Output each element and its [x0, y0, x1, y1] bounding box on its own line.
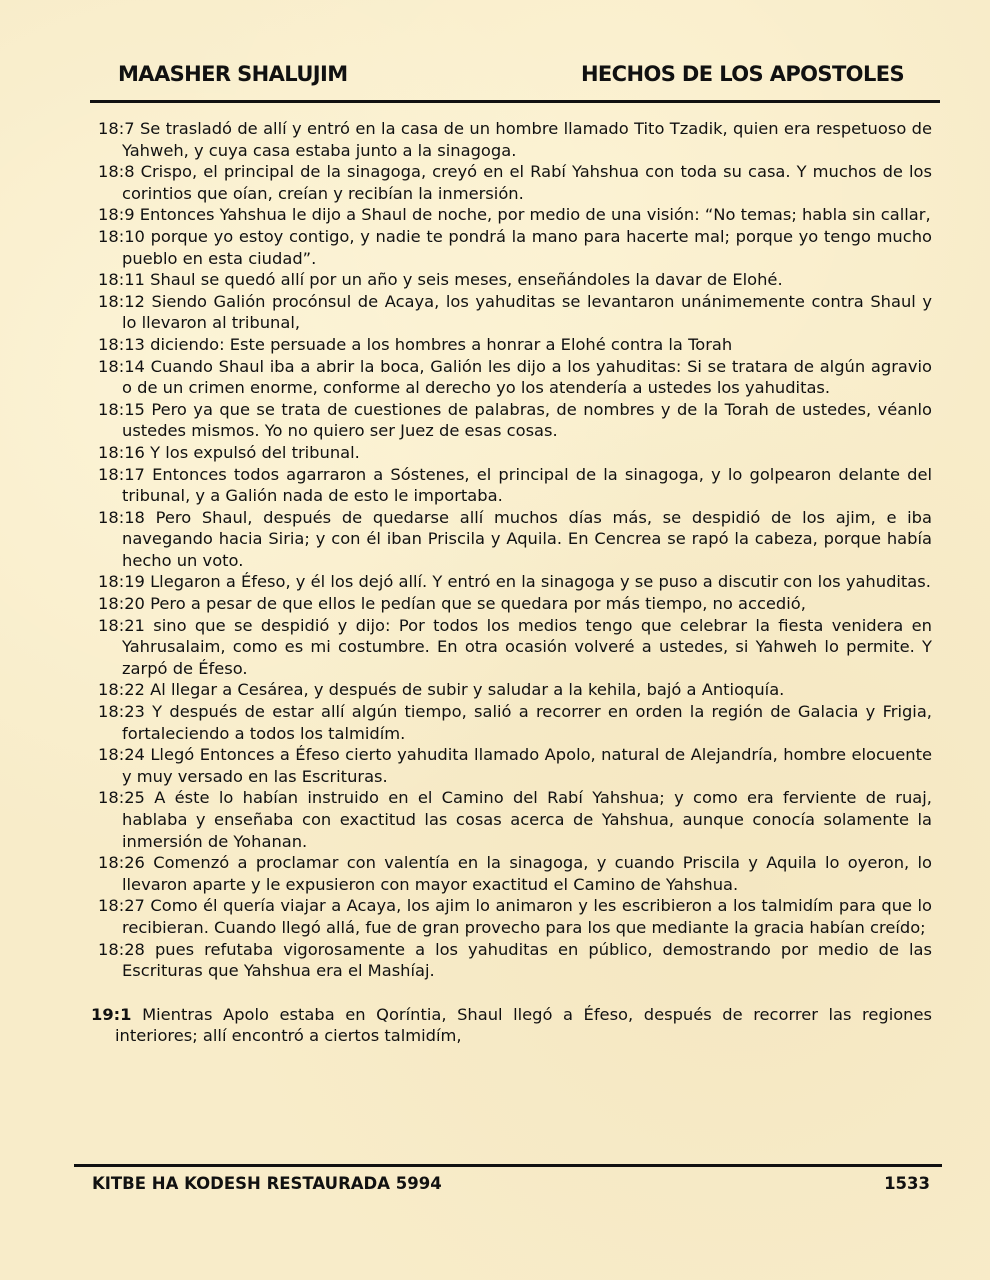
verse-ref: 18:26 — [98, 853, 145, 873]
verse-text: A éste lo habían instruido en el Camino del Rabí Yahshua; y como era ferviente de ruaj, hablaba y enseñaba con exactitud las cosas acerca de Yahshua, aunque conocía solamente la inmersión de Yohanan. — [122, 788, 932, 851]
verse-text: Entonces todos agarraron a Sóstenes, el principal de la sinagoga, y lo golpearon delante del tribunal, y a Galión nada de esto le importaba. — [122, 464, 932, 506]
verse — [98, 161, 932, 204]
verse-ref: 18:21 — [98, 615, 145, 635]
verse — [98, 269, 932, 291]
verse — [98, 939, 932, 982]
verse-ref: 18:11 — [98, 270, 145, 290]
verse-text: Entonces Yahshua le dijo a Shaul de noche, por medio de una visión: “No temas; habla sin callar, — [139, 205, 931, 225]
verse-text: pues refutaba vigorosamente a los yahuditas en público, demostrando por medio de las Escrituras que Yahshua era el Mashíaj. — [122, 939, 932, 981]
verse-ref: 18:28 — [98, 939, 145, 959]
verse — [98, 701, 932, 744]
verse-ref: 18:27 — [98, 896, 145, 916]
verse — [98, 442, 932, 464]
verse-ref: 18:25 — [98, 788, 145, 808]
verse-text: Cuando Shaul iba a abrir la boca, Galión les dijo a los yahuditas: Si se tratara de algún agravio o de un crimen enorme, conforme al derecho yo los atendería a ustedes los yahuditas. — [122, 356, 932, 398]
verse-text: diciendo: Este persuade a los hombres a honrar a Elohé contra la Torah — [150, 334, 733, 354]
verse-text: Se trasladó de allí y entró en la casa de un hombre llamado Tito Tzadik, quien era respetuoso de Yahweh, y cuya casa estaba junto a la sinagoga. — [122, 119, 932, 160]
section-spacer — [98, 982, 932, 1004]
verse-ref: 18:24 — [98, 745, 145, 765]
verse-ref: 18:19 — [98, 572, 145, 592]
verse-text: Y los expulsó del tribunal. — [150, 442, 360, 462]
verse-text: Llegó Entonces a Éfeso cierto yahudita llamado Apolo, natural de Alejandría, hombre elocuente y muy versado en las Escrituras. — [122, 745, 932, 786]
verse-ref: 18:22 — [98, 680, 145, 700]
verse-text: Mientras Apolo estaba en Qoríntia, Shaul llegó a Éfeso, después de recorrer las regiones interiores; allí encontró a ciertos talmidím, — [115, 1004, 932, 1046]
verse — [98, 679, 932, 701]
verse — [98, 118, 932, 161]
verse — [98, 291, 932, 334]
verse — [98, 852, 932, 895]
verse — [98, 226, 932, 269]
verse-ref: 18:16 — [98, 442, 145, 462]
verse-text: porque yo estoy contigo, y nadie te pondrá la mano para hacerte mal; porque yo tengo mucho pueblo en esta ciudad”. — [122, 226, 932, 268]
verse — [98, 571, 932, 593]
verse-ref: 18:17 — [98, 464, 145, 484]
verse-text: Y después de estar allí algún tiempo, salió a recorrer en orden la región de Galacia y Frigia, fortaleciendo a todos los talmidím. — [122, 702, 932, 743]
footer-book-edition: KITBE HA KODESH RESTAURADA 5994 — [92, 1174, 442, 1193]
verse-text: sino que se despidió y dijo: Por todos los medios tengo que celebrar la fiesta venidera en Yahrusalaim, como es mi costumbre. En otra ocasión volveré a ustedes, si Yahweh lo permite. Y zarpó de Éfeso. — [122, 615, 932, 678]
verse-text: Pero a pesar de que ellos le pedían que se quedara por más tiempo, no accedió, — [150, 594, 806, 614]
verse — [98, 464, 932, 507]
verse-text: Pero Shaul, después de quedarse allí muchos días más, se despidió de los ajim, e iba navegando hacia Siria; y con él iban Priscila y Aquila. En Cencrea se rapó la cabeza, porque había hecho un voto. — [122, 507, 932, 570]
verse-text: Comenzó a proclamar con valentía en la sinagoga, y cuando Priscila y Aquila lo oyeron, lo llevaron aparte y le expusieron con mayor exactitud el Camino de Yahshua. — [122, 853, 932, 894]
verse-ref: 18:18 — [98, 507, 145, 527]
verse-text: Siendo Galión procónsul de Acaya, los yahuditas se levantaron unánimemente contra Shaul y lo llevaron al tribunal, — [122, 291, 932, 333]
chapter-verse-ref: 19:1 — [91, 1004, 132, 1024]
verse-ref: 18:14 — [98, 356, 145, 376]
verse — [98, 204, 932, 226]
verse — [98, 334, 932, 356]
verse — [98, 744, 932, 787]
verse-ref: 18:15 — [98, 399, 145, 419]
verse-ref: 18:7 — [98, 119, 135, 138]
verse — [98, 787, 932, 852]
verse-ref: 18:9 — [98, 205, 135, 225]
page-header — [90, 56, 940, 103]
verse — [98, 507, 932, 572]
verse-ref: 18:10 — [98, 226, 145, 246]
verse-text: Llegaron a Éfeso, y él los dejó allí. Y entró en la sinagoga y se puso a discutir con los yahuditas. — [150, 572, 931, 592]
verse-ref: 18:20 — [98, 594, 145, 614]
chapter-start-verse — [91, 1004, 932, 1047]
verse-text: Al llegar a Cesárea, y después de subir y saludar a la kehila, bajó a Antioquía. — [150, 680, 785, 700]
verse — [98, 399, 932, 442]
page-footer — [74, 1164, 942, 1207]
verse-ref: 18:8 — [98, 162, 135, 182]
verse — [98, 356, 932, 399]
verse — [98, 895, 932, 938]
verse-text: Crispo, el principal de la sinagoga, creyó en el Rabí Yahshua con toda su casa. Y muchos de los corintios que oían, creían y recibían la inmersión. — [122, 162, 932, 203]
verse-ref: 18:23 — [98, 702, 145, 722]
verse-text: Pero ya que se trata de cuestiones de palabras, de nombres y de la Torah de ustedes, véanlo ustedes mismos. Yo no quiero ser Juez de esas cosas. — [122, 399, 932, 441]
page-number: 1533 — [884, 1174, 930, 1193]
verse — [98, 615, 932, 680]
book-title-spanish: HECHOS DE LOS APOSTOLES — [580, 62, 904, 86]
verse-text: Como él quería viajar a Acaya, los ajim lo animaron y les escribieron a los talmidím para que lo recibieran. Cuando llegó allá, fue de gran provecho para los que mediante la gracia habían creído; — [122, 896, 932, 937]
verse-ref: 18:12 — [98, 291, 145, 311]
book-title-hebrew: MAASHER SHALUJIM — [118, 62, 348, 86]
verse-content — [91, 118, 932, 1047]
verse — [98, 593, 932, 615]
verse-text: Shaul se quedó allí por un año y seis meses, enseñándoles la davar de Elohé. — [150, 270, 783, 290]
verse-ref: 18:13 — [98, 334, 145, 354]
